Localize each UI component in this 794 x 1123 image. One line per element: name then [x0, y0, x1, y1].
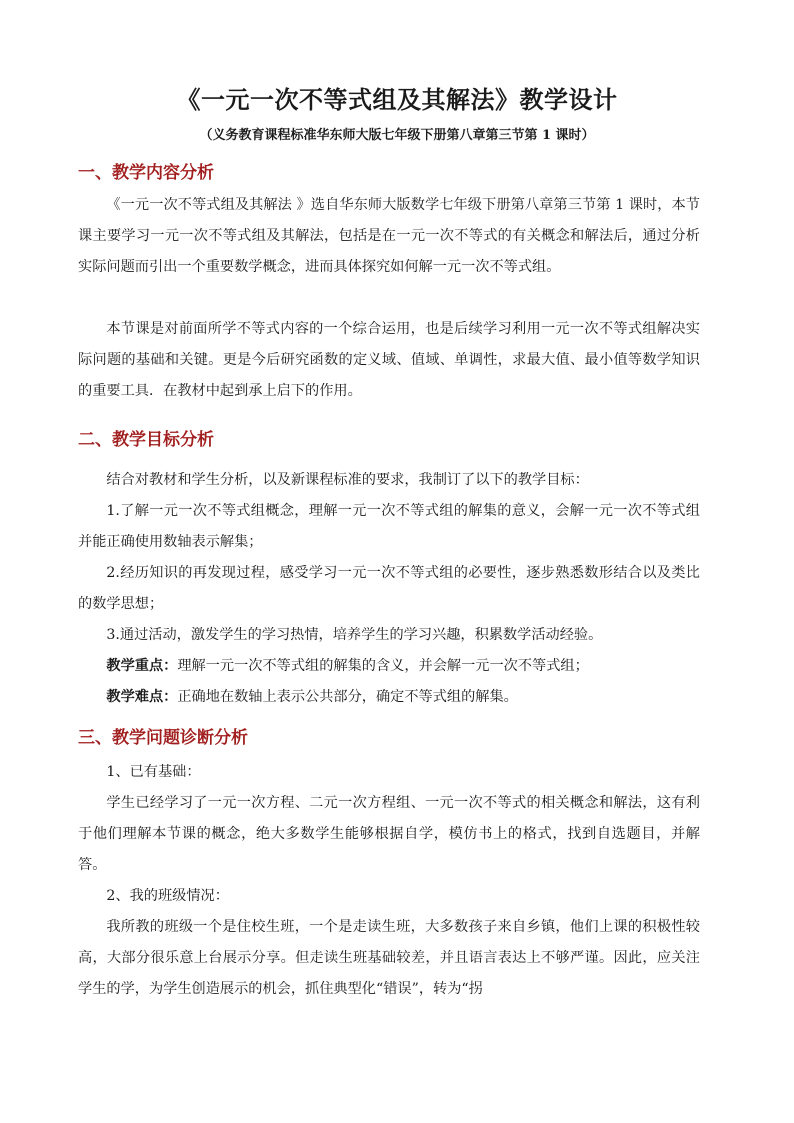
paragraph-goal-intro: 结合对教材和学生分析，以及新课程标准的要求，我制订了以下的教学目标：	[106, 472, 589, 488]
subheading-existing-foundation: 1、已有基础：	[106, 764, 201, 780]
paragraph-existing-foundation: 学生已经学习了一元一次方程、二元一次方程组、一元一次不等式的相关概念和解法，这有利于他们理解本节课的概念，绝大多数学生能够根据自学，模仿书上的格式，找到自选题目，并解答。	[78, 795, 700, 873]
section-heading-content-analysis: 一、教学内容分析	[78, 163, 214, 183]
document-title: 《一元一次不等式组及其解法》教学设计	[176, 85, 618, 114]
goal-item-1: 1.了解一元一次不等式组概念，理解一元一次不等式组的解集的意义，会解一元一次不等式组并能正确使用数轴表示解集；	[78, 503, 700, 550]
section-heading-problem-diagnosis: 三、教学问题诊断分析	[78, 728, 248, 748]
paragraph-class-situation: 我所教的班级一个是住校生班，一个是走读生班，大多数孩子来自乡镇，他们上课的积极性较高，大部分很乐意上台展示分享。但走读生班基础较差，并且语言表达上不够严谨。因此，应关注学生的学，为学生创造展示的机会，抓住典型化“错误”，转为“拐	[78, 919, 700, 997]
teaching-difficulty-label: 教学难点：	[106, 689, 178, 705]
subheading-class-situation: 2、我的班级情况：	[106, 888, 229, 904]
paragraph-content-intro: 《一元一次不等式组及其解法 》选自华东师大版数学七年级下册第八章第三节第 1 课时，本节课主要学习一元一次不等式组及其解法，包括是在一元一次不等式的有关概念和解法后，通过分析实际问题而引出一个重要数学概念，进而具体探究如何解一元一次不等式组。	[78, 197, 700, 275]
paragraph-content-role: 本节课是对前面所学不等式内容的一个综合运用，也是后续学习利用一元一次不等式组解决实际问题的基础和关键。更是今后研究函数的定义域、值域、单调性，求最大值、最小值等数学知识的重要工具．在教材中起到承上启下的作用。	[78, 321, 700, 399]
teaching-key-point	[78, 651, 700, 682]
document-subtitle: （义务教育课程标准华东师大版七年级下册第八章第三节第 1 课时）	[199, 128, 595, 143]
teaching-key-text: 理解一元一次不等式组的解集的含义，并会解一元一次不等式组；	[177, 658, 589, 674]
teaching-difficulty-text: 正确地在数轴上表示公共部分，确定不等式组的解集。	[177, 689, 518, 705]
teaching-key-label: 教学重点：	[106, 658, 178, 674]
teaching-difficulty	[78, 682, 700, 713]
goal-item-2: 2.经历知识的再发现过程，感受学习一元一次不等式组的必要性，逐步熟悉数形结合以及类比的数学思想；	[78, 565, 700, 612]
section-heading-goal-analysis: 二、教学目标分析	[78, 430, 214, 450]
goal-item-3: 3.通过活动，激发学生的学习热情，培养学生的学习兴趣，积累数学活动经验。	[106, 627, 603, 643]
